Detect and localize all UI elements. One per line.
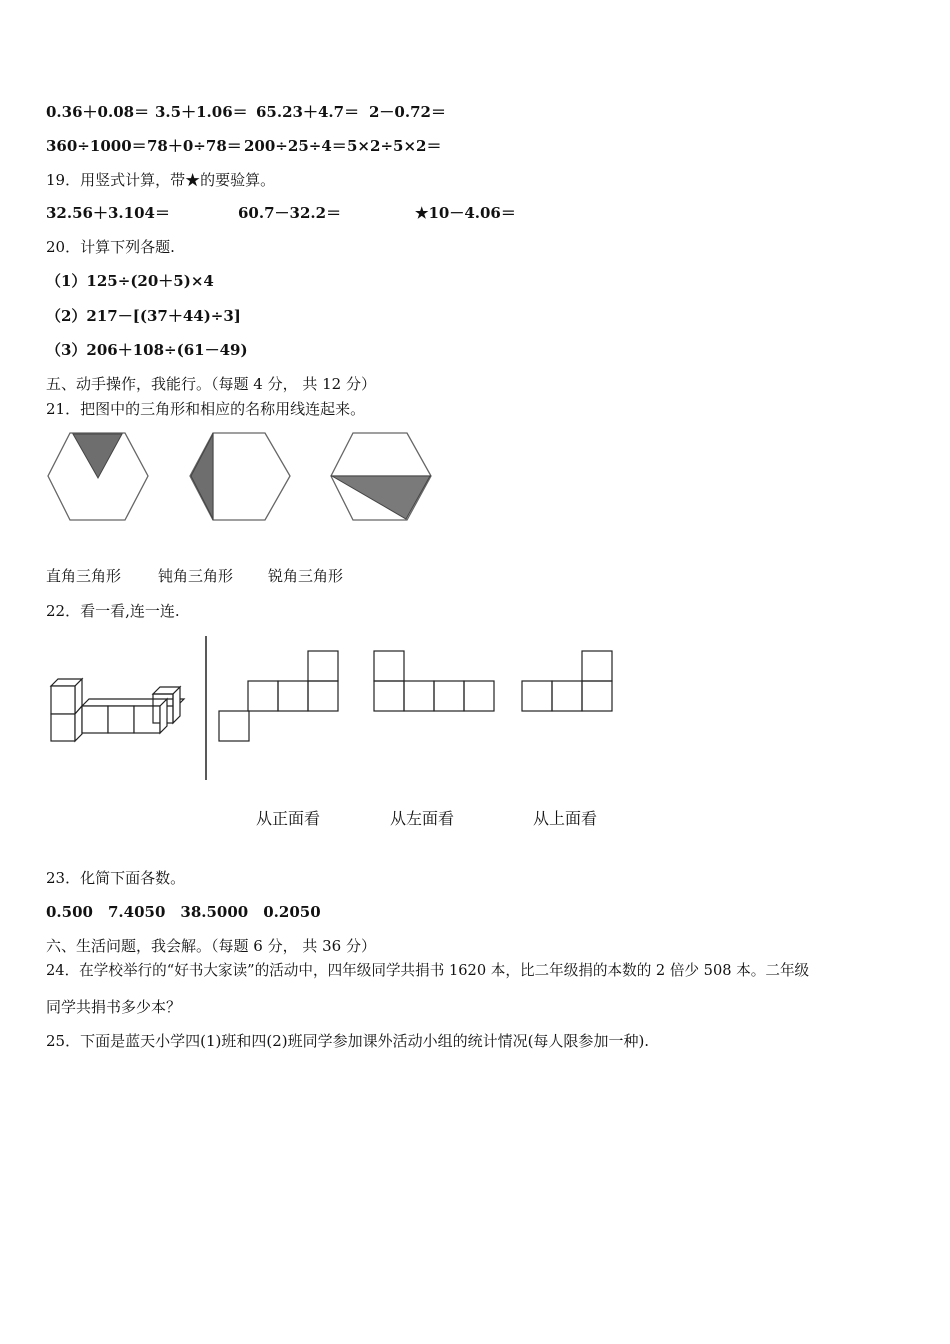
q18-expr-8: 5×2÷5×2＝ xyxy=(347,137,442,155)
shaded-triangle-1 xyxy=(73,434,122,478)
q21-title: 21．把图中的三角形和相应的名称用线连起来。 xyxy=(46,400,366,418)
hexagon-2 xyxy=(190,433,290,520)
q21-hexagon-figures xyxy=(40,428,440,528)
q19-expr-3: ★10－4.06＝ xyxy=(415,204,516,222)
q22-divider xyxy=(203,636,209,782)
hexagon-1 xyxy=(48,433,148,520)
section5-title: 五、动手操作，我能行。（每题 4 分， 共 12 分） xyxy=(46,375,376,393)
q21-label-obtuse: 钝角三角形 xyxy=(158,567,234,585)
q22-view-3 xyxy=(521,650,617,714)
q22-title: 22．看一看,连一连. xyxy=(46,602,180,620)
q22-label-top: 从上面看 xyxy=(533,809,598,828)
q22-label-left: 从左面看 xyxy=(390,809,455,828)
q18-expr-7: 200÷25÷4＝ xyxy=(244,137,347,155)
q20-item-3: （3）206＋108÷(61－49) xyxy=(46,341,248,359)
q24-line-2: 同学共捐书多少本？ xyxy=(46,998,182,1016)
q23-title: 23．化简下面各数。 xyxy=(46,869,186,887)
q22-cube-object xyxy=(48,676,188,746)
section6-title: 六、生活问题，我会解。（每题 6 分， 共 36 分） xyxy=(46,937,376,955)
q20-item-1: （1）125÷(20＋5)×4 xyxy=(46,272,214,290)
q22-label-front: 从正面看 xyxy=(256,809,321,828)
q18-expr-2: 3.5＋1.06＝ xyxy=(155,103,248,121)
q21-label-right: 直角三角形 xyxy=(46,567,122,585)
q22-view-2 xyxy=(372,650,498,714)
shaded-triangle-3 xyxy=(332,476,430,519)
q18-expr-4: 2－0.72＝ xyxy=(369,103,446,121)
hexagon-3 xyxy=(331,433,431,520)
q24-line-1: 24．在学校举行的“好书大家读”的活动中，四年级同学共捐书 1620 本，比二年级捐的本数的 2 倍少 508 本。二年级 xyxy=(46,962,810,979)
q22-view-1 xyxy=(218,650,342,744)
q19-expr-2: 60.7－32.2＝ xyxy=(238,204,342,222)
shaded-triangle-2 xyxy=(191,434,213,519)
q19-title: 19．用竖式计算，带★的要验算。 xyxy=(46,171,276,189)
q18-expr-6: 78＋0÷78＝ xyxy=(147,137,242,155)
q20-item-2: （2）217－[(37＋44)÷3] xyxy=(46,307,241,325)
q23-numbers: 0.500 7.4050 38.5000 0.2050 xyxy=(46,903,321,921)
q20-title: 20．计算下列各题. xyxy=(46,238,175,256)
q25-title: 25．下面是蓝天小学四(1)班和四(2)班同学参加课外活动小组的统计情况(每人限参加一种). xyxy=(46,1032,650,1050)
q18-expr-5: 360÷1000＝ xyxy=(46,137,147,155)
q21-label-acute: 锐角三角形 xyxy=(268,567,344,585)
q18-expr-1: 0.36＋0.08＝ xyxy=(46,103,150,121)
q19-expr-1: 32.56＋3.104＝ xyxy=(46,204,170,222)
q18-expr-3: 65.23＋4.7＝ xyxy=(256,103,360,121)
